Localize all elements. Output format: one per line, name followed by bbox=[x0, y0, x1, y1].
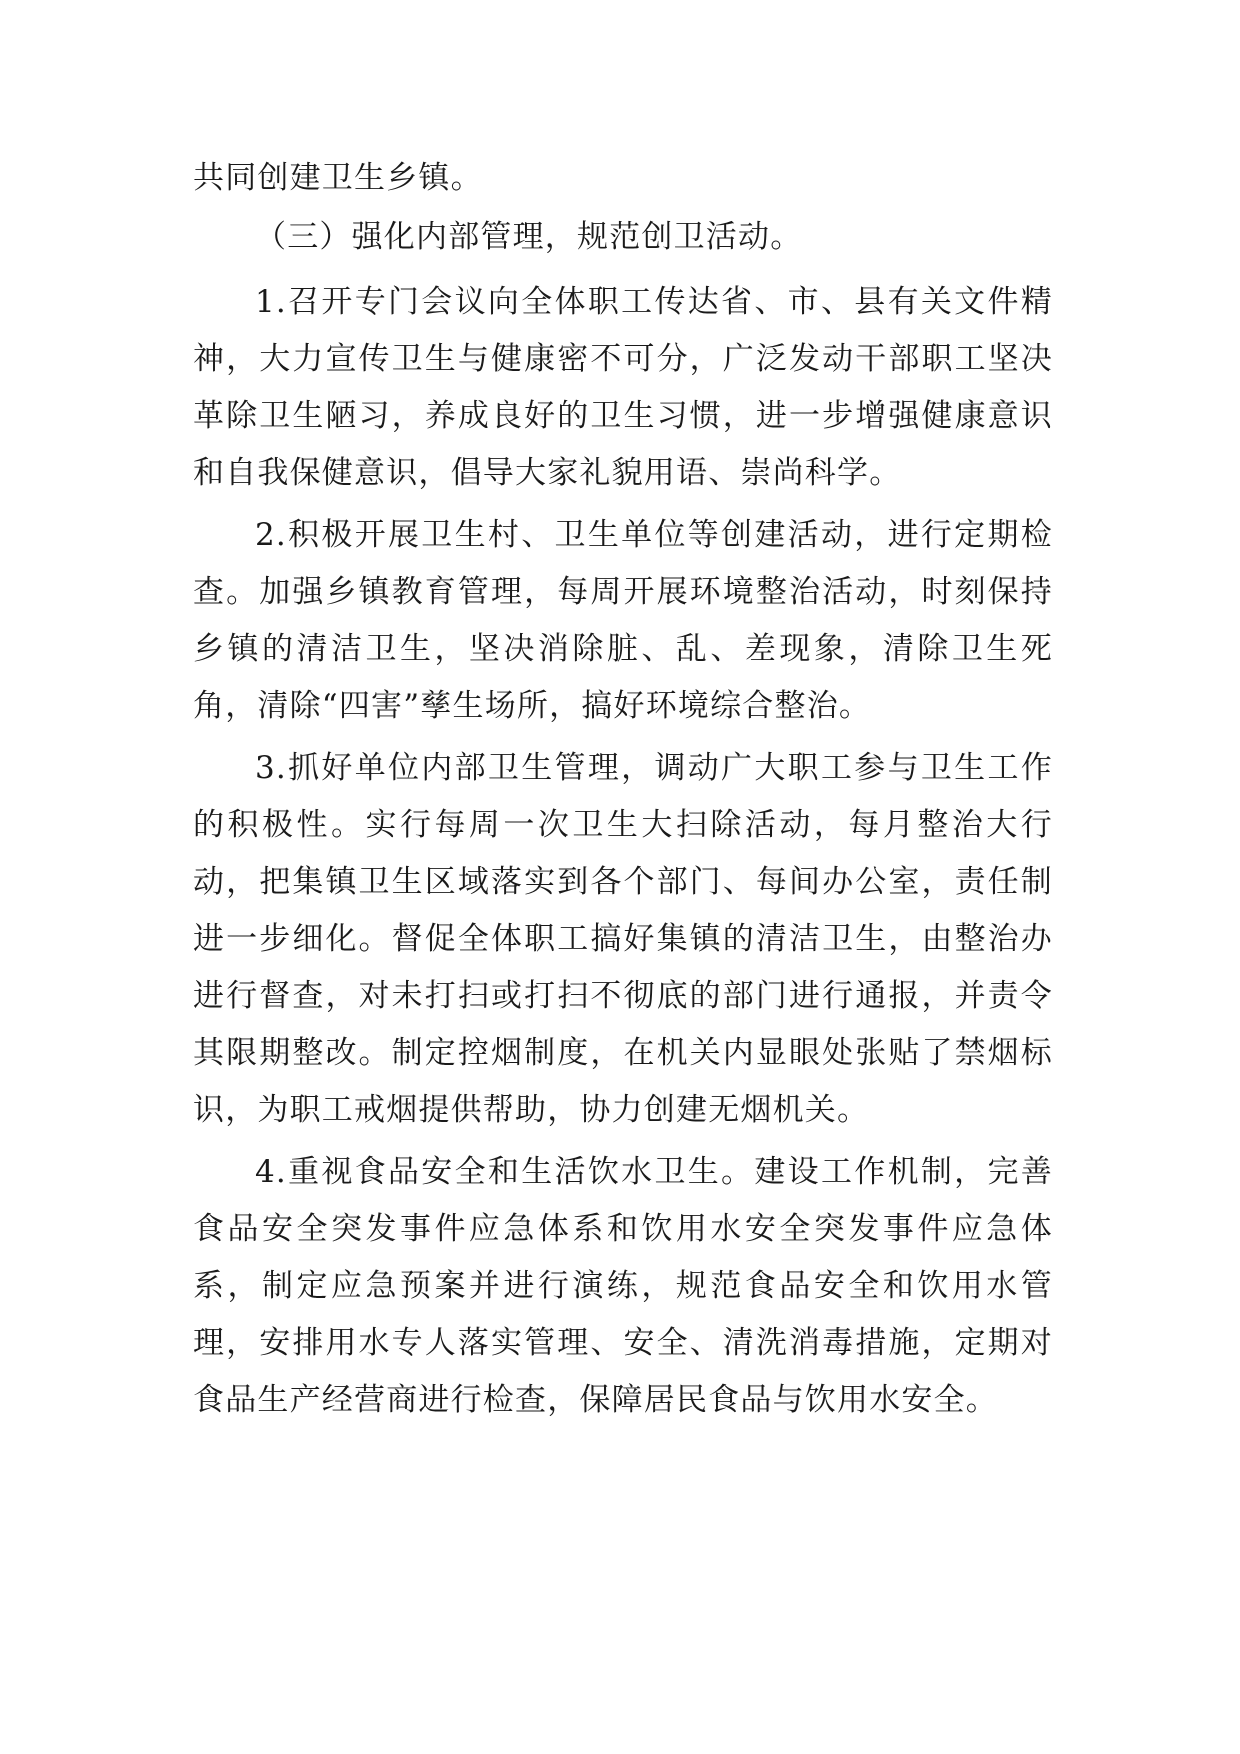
paragraph-continuation: 共同创建卫生乡镇。 bbox=[193, 160, 483, 196]
paragraph-item-1: 1.召开专门会议向全体职工传达省、市、县有关文件精神，大力宣传卫生与健康密不可分，广泛发动干部职工坚决革除卫生陋习，养成良好的卫生习惯，进一步增强健康意识和自我保健意识，倡导大家礼貌用语、崇尚科学。 bbox=[193, 284, 1053, 491]
paragraph-item-4: 4.重视食品安全和生活饮水卫生。建设工作机制，完善食品安全突发事件应急体系和饮用水安全突发事件应急体系，制定应急预案并进行演练，规范食品安全和饮用水管理，安排用水专人落实管理、安全、清洗消毒措施，定期对食品生产经营商进行检查，保障居民食品与饮用水安全。 bbox=[193, 1154, 1053, 1418]
document-body bbox=[193, 150, 1053, 1434]
paragraph-item-3: 3.抓好单位内部卫生管理，调动广大职工参与卫生工作的积极性。实行每周一次卫生大扫除活动，每月整治大行动，把集镇卫生区域落实到各个部门、每间办公室，责任制进一步细化。督促全体职工搞好集镇的清洁卫生，由整治办进行督查，对未打扫或打扫不彻底的部门进行通报，并责令其限期整改。制定控烟制度，在机关内显眼处张贴了禁烟标识，为职工戒烟提供帮助，协力创建无烟机关。 bbox=[193, 750, 1053, 1128]
paragraph-item-2: 2.积极开展卫生村、卫生单位等创建活动，进行定期检查。加强乡镇教育管理，每周开展环境整治活动，时刻保持乡镇的清洁卫生，坚决消除脏、乱、差现象，清除卫生死角，清除“四害”孳生场所，搞好环境综合整治。 bbox=[193, 517, 1053, 724]
section-heading: （三）强化内部管理，规范创卫活动。 bbox=[255, 219, 803, 255]
